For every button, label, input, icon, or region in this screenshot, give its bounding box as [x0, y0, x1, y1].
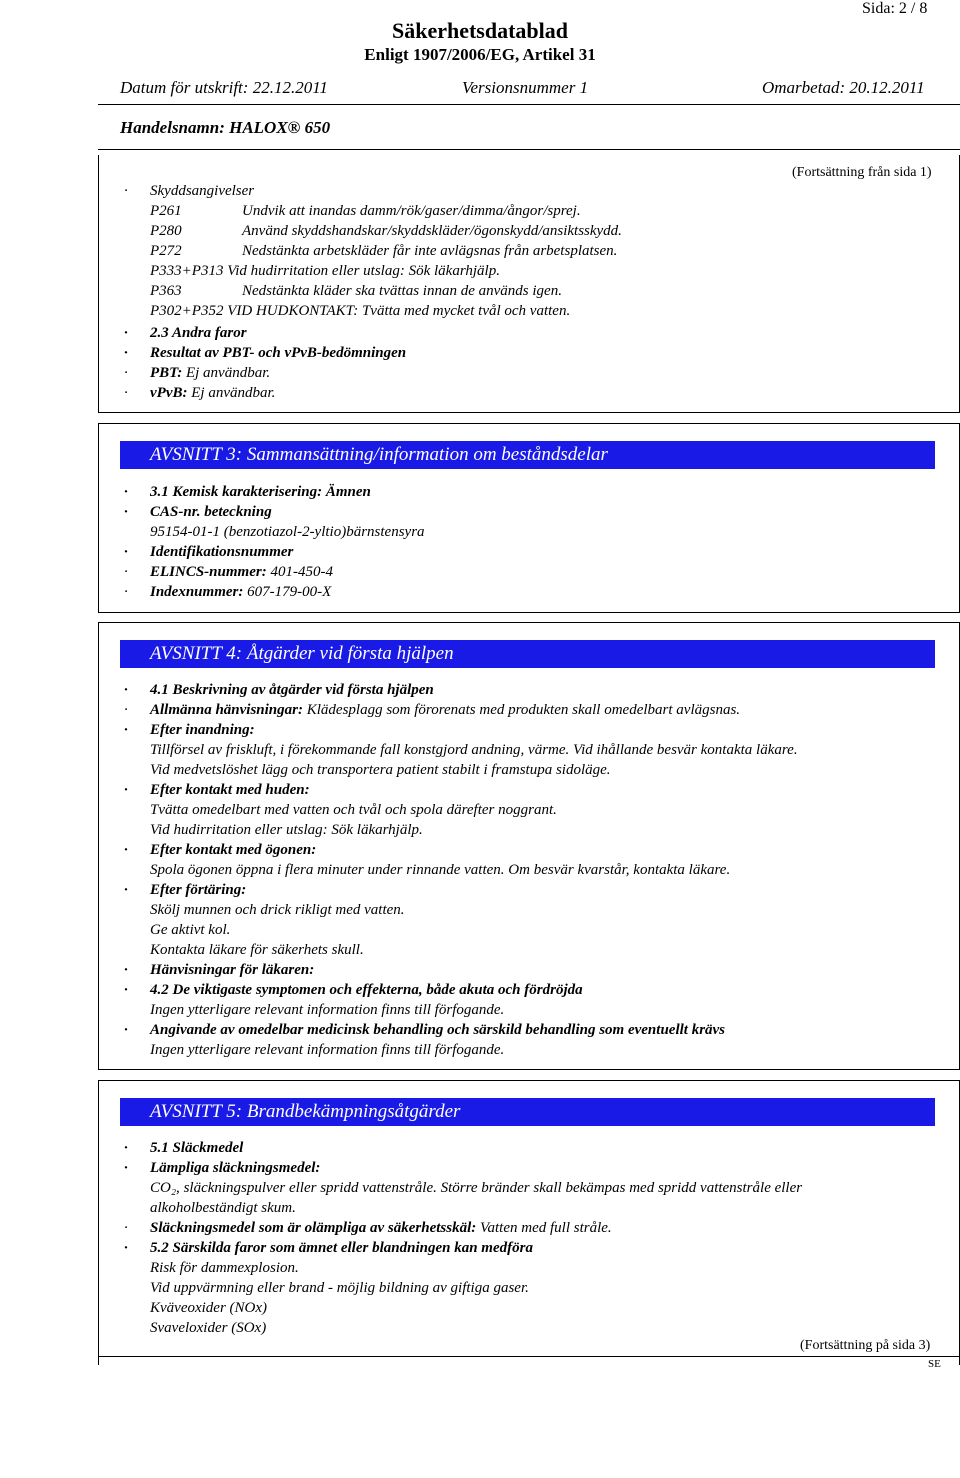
- chem-characterization: · 3.1 Kemisk karakterisering: Ämnen: [124, 484, 371, 500]
- doctor-label: · Hänvisningar för läkaren:: [124, 962, 315, 978]
- language-code: SE: [928, 1358, 941, 1370]
- elincs-line: · ELINCS-nummer: 401-450-4: [124, 564, 333, 580]
- symptoms-text: Ingen ytterligare relevant information finns till förfogande.: [150, 1002, 505, 1018]
- general-info: · Allmänna hänvisningar: Klädesplagg som förorenats med produkten skall omedelbart avlägsnas.: [124, 702, 741, 718]
- extinguishing-media: · 5.1 Släckmedel: [124, 1140, 244, 1156]
- suitable-media-label: · Lämpliga släckningsmedel:: [124, 1160, 321, 1176]
- pbt-line: · PBT: Ej användbar.: [124, 365, 271, 381]
- page-number: Sida: 2 / 8: [862, 0, 928, 17]
- pbt-result: · Resultat av PBT- och vPvB-bedömningen: [124, 345, 407, 361]
- ingestion-text: Skölj munnen och drick rikligt med vatten.: [150, 902, 405, 918]
- statement-row: P363 Nedstänkta kläder ska tvättas innan de används igen.: [150, 283, 562, 299]
- statement-row: P280 Använd skyddshandskar/skyddskläder/ögonskydd/ansiktsskydd.: [150, 223, 622, 239]
- continuation-to: (Fortsättning på sida 3): [800, 1338, 931, 1353]
- ingestion-text: Kontakta läkare för säkerhets skull.: [150, 942, 364, 958]
- ingestion-text: Ge aktivt kol.: [150, 922, 231, 938]
- eye-label: · Efter kontakt med ögonen:: [124, 842, 317, 858]
- special-hazards-text: Vid uppvärmning eller brand - möjlig bildning av giftiga gaser.: [150, 1280, 529, 1296]
- cas-label: · CAS-nr. beteckning: [124, 504, 272, 520]
- header-divider: [98, 104, 960, 105]
- treatment-label: · Angivande av omedelbar medicinsk behandling och särskild behandling som eventuellt krävs: [124, 1022, 726, 1038]
- trade-name: Handelsnamn: HALOX® 650: [120, 118, 331, 137]
- vpvb-line: · vPvB: Ej användbar.: [124, 385, 276, 401]
- skin-label: · Efter kontakt med huden:: [124, 782, 310, 798]
- section3-heading: AVSNITT 3: Sammansättning/information om beståndsdelar: [120, 441, 935, 469]
- footer-divider: [98, 1356, 960, 1357]
- suitable-media-text: CO₂, släckningspulver eller spridd vattenstråle. Större bränder skall bekämpas med spridd vattenstråle eller: [150, 1180, 803, 1196]
- skin-text: Vid hudirritation eller utslag: Sök läkarhjälp.: [150, 822, 423, 838]
- unsuitable-media: · Släckningsmedel som är olämpliga av säkerhetsskäl: Vatten med full stråle.: [124, 1220, 612, 1236]
- treatment-text: Ingen ytterligare relevant information finns till förfogande.: [150, 1042, 505, 1058]
- inhalation-text: Vid medvetslöshet lägg och transportera patient stabilt i framstupa sidoläge.: [150, 762, 611, 778]
- section5-heading: AVSNITT 5: Brandbekämpningsåtgärder: [120, 1098, 935, 1126]
- cas-value: 95154-01-1 (benzotiazol-2-yltio)bärnstensyra: [150, 524, 425, 540]
- other-hazards: · 2.3 Andra faror: [124, 325, 247, 341]
- trade-name-divider: [98, 149, 960, 150]
- symptoms-label: · 4.2 De viktigaste symptomen och effekterna, både akuta och fördröjda: [124, 982, 583, 998]
- inhalation-label: · Efter inandning:: [124, 722, 255, 738]
- statement-row: P333+P313 Vid hudirritation eller utslag: Sök läkarhjälp.: [150, 263, 500, 279]
- skin-text: Tvätta omedelbart med vatten och tvål och spola därefter noggrant.: [150, 802, 557, 818]
- ingestion-label: · Efter förtäring:: [124, 882, 247, 898]
- index-line: · Indexnummer: 607-179-00-X: [124, 584, 332, 600]
- first-aid-description: · 4.1 Beskrivning av åtgärder vid första hjälpen: [124, 682, 434, 698]
- print-date: Datum för utskrift: 22.12.2011: [120, 78, 328, 97]
- inhalation-text: Tillförsel av friskluft, i förekommande fall konstgjord andning, värme. Vid ihållande besvär kontakta läkare.: [150, 742, 798, 758]
- version-number: Versionsnummer 1: [462, 78, 589, 97]
- suitable-media-text: alkoholbeständigt skum.: [150, 1200, 296, 1216]
- eye-text: Spola ögonen öppna i flera minuter under rinnande vatten. Om besvär kvarstår, kontakta läkare.: [150, 862, 731, 878]
- special-hazards-text: Risk för dammexplosion.: [150, 1260, 299, 1276]
- statement-row: P302+P352 VID HUDKONTAKT: Tvätta med mycket tvål och vatten.: [150, 303, 571, 319]
- special-hazards-label: · 5.2 Särskilda faror som ämnet eller blandningen kan medföra: [124, 1240, 533, 1256]
- special-hazards-text: Kväveoxider (NOx): [150, 1300, 268, 1316]
- revised-date: Omarbetad: 20.12.2011: [762, 78, 925, 97]
- precautions-label: · Skyddsangivelser: [124, 183, 255, 199]
- document-title: Säkerhetsdatablad: [391, 18, 569, 43]
- statement-row: P272 Nedstänkta arbetskläder får inte avlägsnas från arbetsplatsen.: [150, 243, 618, 259]
- section4-heading: AVSNITT 4: Åtgärder vid första hjälpen: [120, 640, 935, 668]
- continuation-from: (Fortsättning från sida 1): [792, 165, 932, 180]
- statement-row: P261 Undvik att inandas damm/rök/gaser/dimma/ångor/sprej.: [150, 203, 581, 219]
- document-subtitle: Enligt 1907/2006/EG, Artikel 31: [364, 45, 596, 64]
- special-hazards-text: Svaveloxider (SOx): [150, 1320, 267, 1336]
- ident-label: · Identifikationsnummer: [124, 544, 294, 560]
